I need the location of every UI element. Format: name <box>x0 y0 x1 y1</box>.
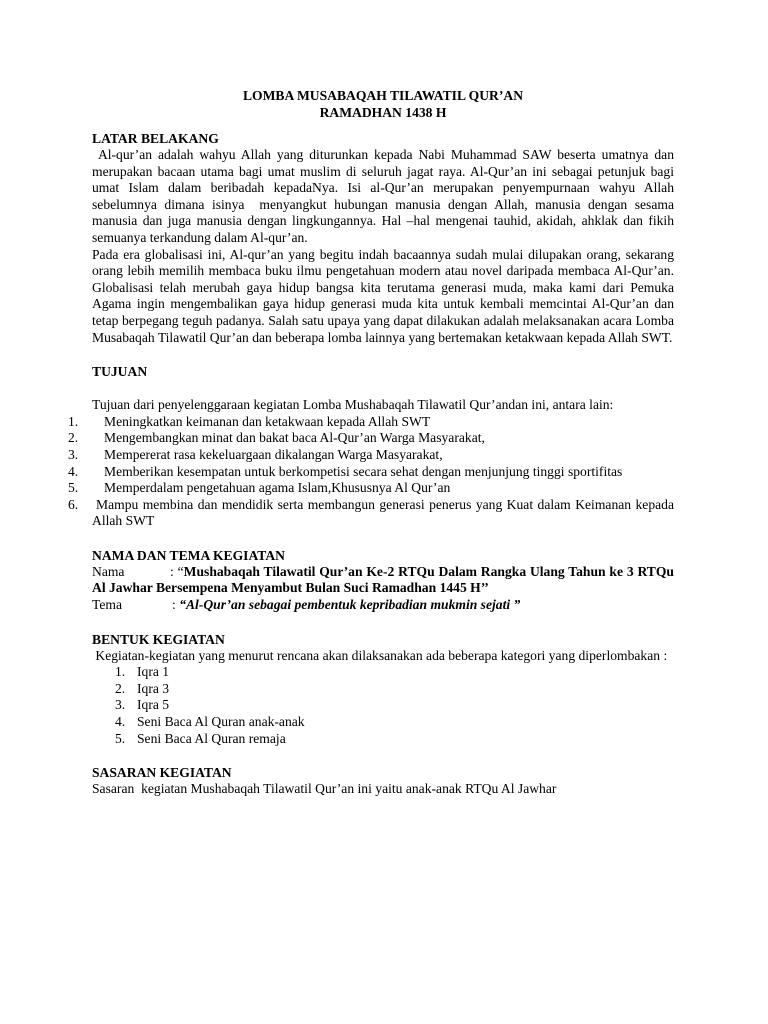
nama-kegiatan: Nama : “Mushabaqah Tilawatil Qur’an Ke-2 RTQu Dalam Rangka Ulang Tahun ke 3 RTQu Al Jawhar Bersempena Menyambut Bulan Suci Ramadhan 1445 H’’ <box>92 563 674 596</box>
list-item: 1. Iqra 1 <box>115 664 170 680</box>
bentuk-list <box>92 664 674 747</box>
list-item: 3. Iqra 5 <box>115 697 170 713</box>
tema-kegiatan: Tema : “Al-Qur’an sebagai pembentuk kepribadian mukmin sejati ” <box>92 597 521 613</box>
list-item: 3. Mempererat rasa kekeluargaan dikalangan Warga Masyarakat, <box>68 446 443 462</box>
list-item: 5. Memperdalam pengetahuan agama Islam,Khususnya Al Qur’an <box>68 480 451 496</box>
list-item: 2. Mengembangkan minat dan bakat baca Al-Qur’an Warga Masyarakat, <box>68 430 485 446</box>
section-heading-latar-belakang: LATAR BELAKANG <box>92 131 219 146</box>
nama-kegiatan-value: Mushabaqah Tilawatil Qur’an Ke-2 RTQu Dalam Rangka Ulang Tahun ke 3 RTQu Al Jawhar Bersempena Menyambut Bulan Suci Ramadhan 1445 H’’ <box>92 563 674 596</box>
document-title-line-1: LOMBA MUSABAQAH TILAWATIL QUR’AN <box>242 88 524 103</box>
section-heading-bentuk-kegiatan: BENTUK KEGIATAN <box>92 631 225 647</box>
list-item: 2. Iqra 3 <box>115 680 170 696</box>
sasaran-text: Sasaran kegiatan Mushabaqah Tilawatil Qur’an ini yaitu anak-anak RTQu Al Jawhar <box>92 781 557 797</box>
list-item: 4. Memberikan kesempatan untuk berkompetisi secara sehat dengan menjunjung tinggi sportifitas <box>68 463 623 479</box>
section-heading-tujuan: TUJUAN <box>92 364 148 380</box>
section-heading-sasaran-kegiatan: SASARAN KEGIATAN <box>92 765 232 781</box>
tujuan-list <box>68 413 674 530</box>
list-item: 1. Meningkatkan keimanan dan ketakwaan kepada Allah SWT <box>68 413 431 429</box>
latar-paragraph-1: Al-qur’an adalah wahyu Allah yang diturunkan kepada Nabi Muhammad SAW beserta umatnya dan merupakan bacaan utama bagi umat muslim di seluruh jagat raya. Al-Qur’an ini sebagai petunjuk bagi umat Islam dalam beribadah kepadaNya. Isi al-Qur’an merupakan penyempurnaan wahyu Allah sebelumnya dimana isinya menyangkut hubungan manusia dengan Allah, manusia dengan sesama manusia dan juga manusia dengan lingkungannya. Hal –hal mengenai tauhid, akidah, ahklak dan fikih semuanya terkandung dalam Al-qur’an. <box>92 147 678 245</box>
bentuk-intro: Kegiatan-kegiatan yang menurut rencana akan dilaksanakan ada beberapa kategori yang diperlombakan : <box>92 647 668 663</box>
list-item: 4. Seni Baca Al Quran anak-anak <box>115 714 305 730</box>
section-heading-nama-tema: NAMA DAN TEMA KEGIATAN <box>92 547 285 563</box>
tujuan-intro: Tujuan dari penyelenggaraan kegiatan Lomba Mushabaqah Tilawatil Qur’andan ini, antara lain: <box>92 397 614 413</box>
tema-kegiatan-value: “Al-Qur’an sebagai pembentuk kepribadian mukmin sejati ” <box>179 597 521 613</box>
document-title-line-2: RAMADHAN 1438 H <box>319 105 447 120</box>
document-body <box>68 87 678 798</box>
list-item: 6. Mampu membina dan mendidik serta membangun generasi penerus yang Kuat dalam Keimanan kepada Allah SWT <box>68 496 674 529</box>
list-item: 5. Seni Baca Al Quran remaja <box>115 730 286 746</box>
latar-paragraph-2: Pada era globalisasi ini, Al-qur’an yang begitu indah bacaannya sudah mulai dilupakan orang, sekarang orang lebih memilih membaca buku ilmu pengetahuan modern atau novel daripada membaca Al-Qur’an. Globalisasi telah merubah gaya hidup bangsa kita terutama generasi muda, maka kami dari Pemuka Agama ingin mengembalikan gaya hidup generasi muda kita untuk kembali memcintai Al-Qur’an dan tetap berpegang teguh padanya. Salah satu upaya yang dapat dilakukan adalah melaksanakan acara Lomba Musabaqah Tilawatil Qur’an dan beberapa lomba lainnya yang bertemakan ketakwaan kepada Allah SWT. <box>92 246 674 345</box>
